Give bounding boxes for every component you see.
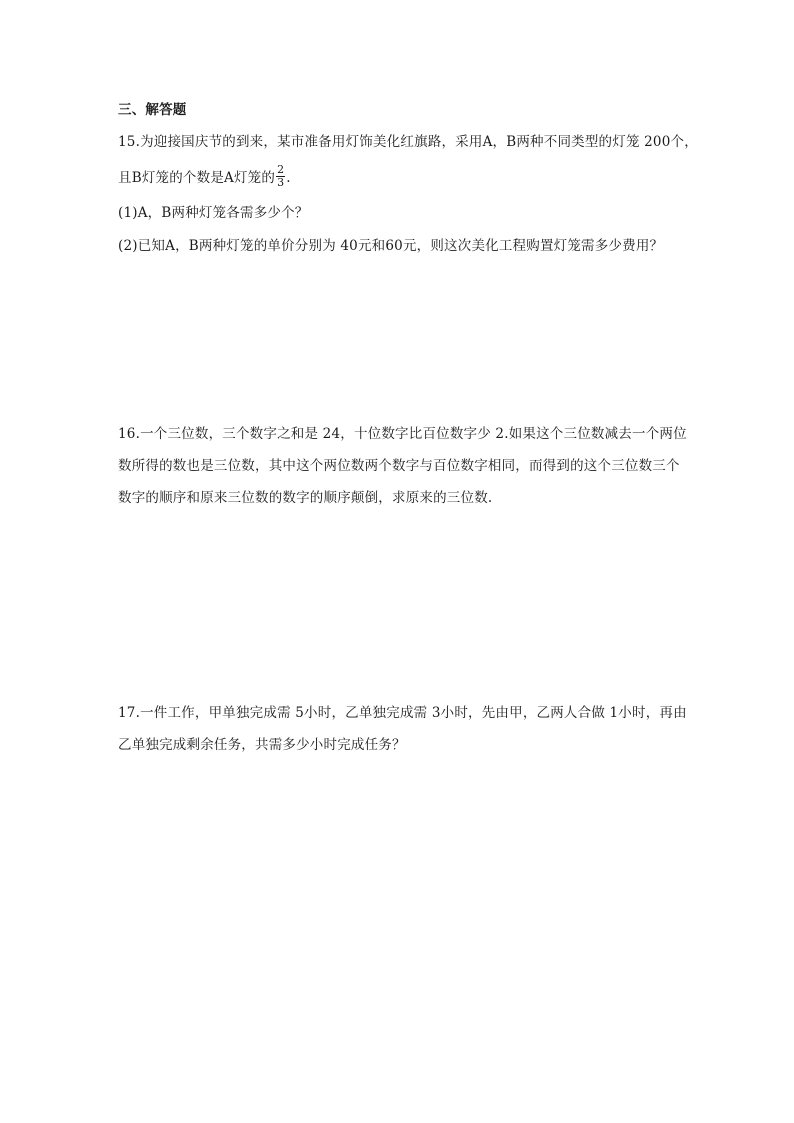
problem-17-line-1: 17.一件工作，甲单独完成需 5小时，乙单独完成需 3小时，先由甲，乙两人合做 1小时，再由	[118, 705, 687, 721]
section-title: 三、解答题	[118, 102, 187, 118]
problem-15-line-2-tail: .	[286, 170, 291, 186]
problem-15-line-2-text: 且B灯笼的个数是A灯笼的	[118, 170, 276, 186]
problem-15-part-1: (1)A，B两种灯笼各需多少个？	[118, 205, 309, 221]
problem-17-line-2: 乙单独完成剩余任务，共需多少小时完成任务？	[118, 737, 406, 753]
problem-15-part-2: (2)已知A，B两种灯笼的单价分别为 40元和60元，则这次美化工程购置灯笼需多少费用？	[118, 238, 664, 254]
problem-16-line-1: 16.一个三位数，三个数字之和是 24，十位数字比百位数字少 2.如果这个三位数减去一个两位	[118, 426, 687, 442]
problem-16-line-3: 数字的顺序和原来三位数的数字的顺序颠倒，求原来的三位数.	[118, 490, 493, 506]
problem-15-line-2	[118, 163, 291, 191]
fraction-two-thirds	[276, 164, 285, 189]
fraction-numerator: 2	[277, 163, 285, 176]
fraction-denominator: 3	[277, 176, 285, 189]
problem-15-line-1: 15.为迎接国庆节的到来，某市准备用灯饰美化红旗路，采用A，B两种不同类型的灯笼 200个，	[118, 134, 698, 150]
problem-16-line-2: 数所得的数也是三位数，其中这个两位数两个数字与百位数字相同，而得到的这个三位数三个	[118, 458, 680, 474]
